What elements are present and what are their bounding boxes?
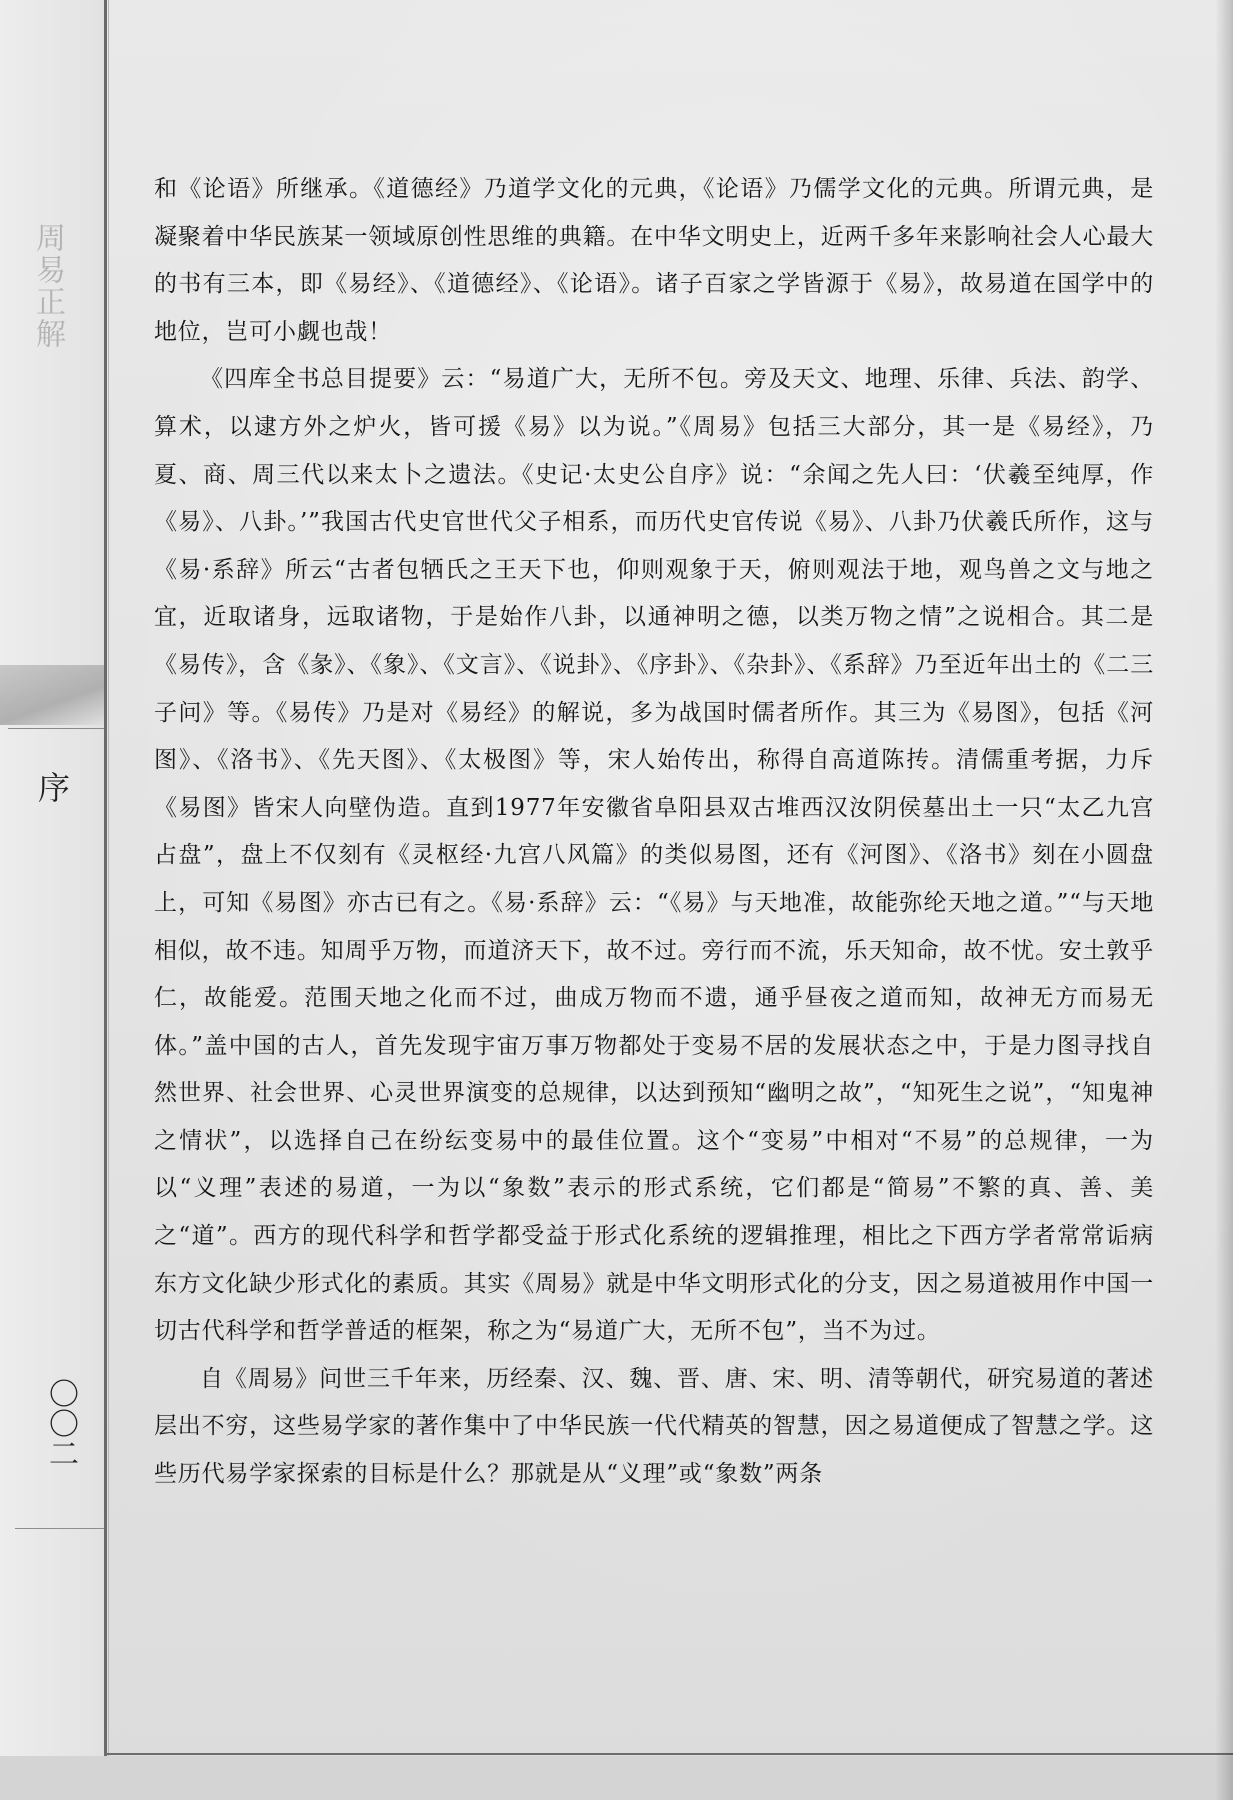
page-right-edge-shadow (1215, 0, 1233, 1800)
page-number: 〇〇二 (43, 1378, 78, 1468)
paragraph-continued: 和《论语》所继承。《道德经》乃道学文化的元典，《论语》乃儒学文化的元典。所谓元典，是凝聚着中华民族某一领域原创性思维的典籍。在中华文明史上，近两千多年来影响社会人心最大的书有三本，即《易经》、《道德经》、《论语》。诸子百家之学皆源于《易》，故易道在国学中的地位，岂可小觑也哉！ (154, 176, 1154, 345)
running-book-title: 周易正解 (30, 222, 65, 350)
margin-tab-divider (8, 728, 104, 729)
margin-tab-shading (0, 665, 104, 725)
section-heading: 序 (38, 769, 71, 807)
page-bottom-edge (0, 1756, 1233, 1800)
margin-divider (15, 1528, 104, 1529)
paragraph: 自《周易》问世三千年来，历经秦、汉、魏、晋、唐、宋、明、清等朝代，研究易道的著述层出不穷，这些易学家的著作集中了中华民族一代代精英的智慧，因之易道便成了智慧之学。这些历代易学家探索的目标是什么？那就是从“义理”或“象数”两条 (154, 1365, 1154, 1488)
paragraph: 《四库全书总目提要》云：“易道广大，无所不包。旁及天文、地理、乐律、兵法、韵学、算术，以逮方外之炉火，皆可援《易》以为说。”《周易》包括三大部分，其一是《易经》，乃夏、商、周三代以来太卜之遗法。《史记·太史公自序》说：“余闻之先人曰：‘伏羲至纯厚，作《易》、八卦。’”我国古代史官世代父子相系，而历代史官传说《易》、八卦乃伏羲氏所作，这与《易·系辞》所云“古者包牺氏之王天下也，仰则观象于天，俯则观法于地，观鸟兽之文与地之宜，近取诸身，远取诸物，于是始作八卦，以通神明之德，以类万物之情”之说相合。其二是《易传》，含《彖》、《象》、《文言》、《说卦》、《序卦》、《杂卦》、《系辞》乃至近年出土的《二三子问》等。《易传》乃是对《易经》的解说，多为战国时儒者所作。其三为《易图》，包括《河图》、《洛书》、《先天图》、《太极图》等，宋人始传出，称得自高道陈抟。清儒重考据，力斥《易图》皆宋人向壁伪造。直到1977年安徽省阜阳县双古堆西汉汝阴侯墓出土一只“太乙九宫占盘”，盘上不仅刻有《灵枢经·九宫八风篇》的类似易图，还有《河图》、《洛书》刻在小圆盘上，可知《易图》亦古已有之。《易·系辞》云：“《易》与天地准，故能弥纶天地之道。”“与天地相似，故不违。知周乎万物，而道济天下，故不过。旁行而不流，乐天知命，故不忧。安土敦乎仁，故能爱。范围天地之化而不过，曲成万物而不遗，通乎昼夜之道而知，故神无方而易无体。”盖中国的古人，首先发现宇宙万事万物都处于变易不居的发展状态之中，于是力图寻找自然世界、社会世界、心灵世界演变的总规律，以达到预知“幽明之故”，“知死生之说”，“知鬼神之情状”，以选择自己在纷纭变易中的最佳位置。这个“变易”中相对“不易”的总规律，一为以“义理”表述的易道，一为以“象数”表示的形式系统，它们都是“简易”不繁的真、善、美之“道”。西方的现代科学和哲学都受益于形式化系统的逻辑推理，相比之下西方学者常常诟病东方文化缺少形式化的素质。其实《周易》就是中华文明形式化的分支，因之易道被用作中国一切古代科学和哲学普适的框架，称之为“易道广大，无所不包”，当不为过。 (154, 366, 1154, 1345)
margin-rule-inner (108, 0, 109, 1758)
body-text (154, 166, 1154, 1499)
bottom-rule (104, 1753, 1233, 1755)
margin-rule (104, 0, 107, 1758)
